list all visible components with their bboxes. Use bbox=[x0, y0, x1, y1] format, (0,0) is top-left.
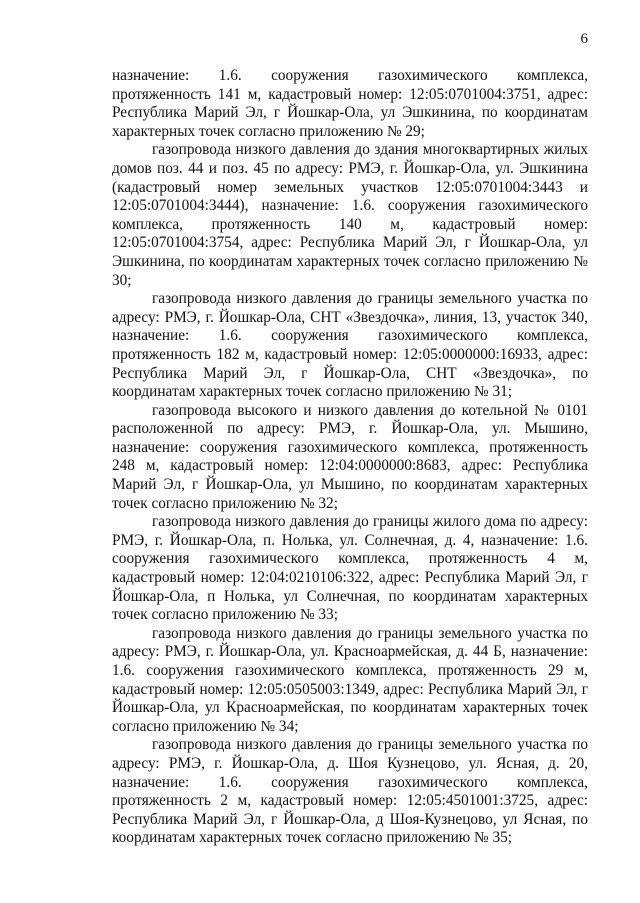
page-number: 6 bbox=[580, 31, 588, 47]
document-body bbox=[112, 67, 588, 848]
paragraph-4: газопровода высокого и низкого давления до котельной № 0101 расположенной по адресу: РМЭ, г. Йошкар-Ола, ул. Мышино, назначение: сооружения газохимического комплекса, протяженность 248 м, кадастровый номер: 12:04:0000000:8683, адрес: Республика Марий Эл, г Йошкар-Ола, ул Мышино, по координатам характерных точек согласно приложению № 32; bbox=[112, 401, 588, 512]
paragraph-7: газопровода низкого давления до границы земельного участка по адресу: РМЭ, г. Йошкар-Ола, д. Шоя Кузнецово, ул. Ясная, д. 20, назначение: 1.6. сооружения газохимического комплекса, протяженность 2 м, кадастровый номер: 12:05:4501001:3725, адрес: Республика Марий Эл, г Йошкар-Ола, д Шоя-Кузнецово, ул Ясная, по координатам характерных точек согласно приложению № 35; bbox=[112, 736, 588, 847]
paragraph-2: газопровода низкого давления до здания многоквартирных жилых домов поз. 44 и поз. 45 по адресу: РМЭ, г. Йошкар-Ола, ул. Эшкинина (кадастровый номер земельных участков 12:05:0701004:3443 и 12:05:0701004:3444), назначение: 1.6. сооружения газохимического комплекса, протяженность 140 м, кадастровый номер: 12:05:0701004:3754, адрес: Республика Марий Эл, г Йошкар-Ола, ул Эшкинина, по координатам характерных точек согласно приложению № 30; bbox=[112, 141, 588, 289]
paragraph-6: газопровода низкого давления до границы земельного участка по адресу: РМЭ, г. Йошкар-Ола, ул. Красноармейская, д. 44 Б, назначение: 1.6. сооружения газохимического комплекса, протяженность 29 м, кадастровый номер: 12:05:0505003:1349, адрес: Республика Марий Эл, г Йошкар-Ола, ул Красноармейская, по координатам характерных точек согласно приложению № 34; bbox=[112, 624, 588, 735]
paragraph-5: газопровода низкого давления до границы жилого дома по адресу: РМЭ, г. Йошкар-Ола, п. Нолька, ул. Солнечная, д. 4, назначение: 1.6. сооружения газохимического комплекса, протяженность 4 м, кадастровый номер: 12:04:0210106:322, адрес: Республика Марий Эл, г Йошкар-Ола, п Нолька, ул Солнечная, по координатам характерных точек согласно приложению № 33; bbox=[112, 513, 588, 624]
paragraph-3: газопровода низкого давления до границы земельного участка по адресу: РМЭ, г. Йошкар-Ола, СНТ «Звездочка», линия, 13, участок 340, назначение: 1.6. сооружения газохимического комплекса, протяженность 182 м, кадастровый номер: 12:05:0000000:16933, адрес: Республика Марий Эл, г Йошкар-Ола, СНТ «Звездочка», по координатам характерных точек согласно приложению № 31; bbox=[112, 290, 588, 401]
paragraph-1: назначение: 1.6. сооружения газохимического комплекса, протяженность 141 м, кадастровый номер: 12:05:0701004:3751, адрес: Республика Марий Эл, г Йошкар-Ола, ул Эшкинина, по координатам характерных точек согласно приложению № 29; bbox=[112, 67, 588, 140]
